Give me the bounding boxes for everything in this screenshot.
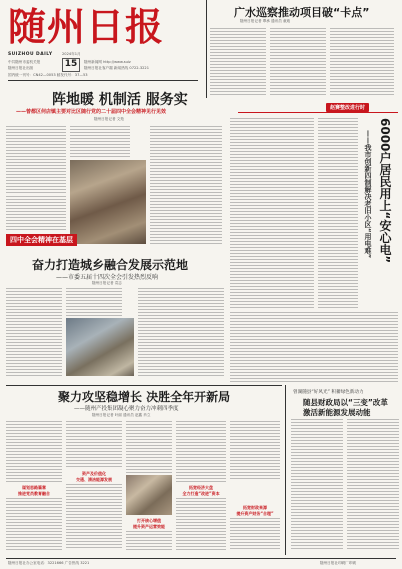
section-subhead: 交通、清洁能源发展 — [76, 477, 112, 482]
body-text — [138, 288, 224, 376]
news-photo — [66, 318, 134, 376]
lead-article — [0, 84, 228, 274]
page-footer — [0, 558, 402, 569]
section-subhead: 提升资产财务“合理” — [236, 511, 274, 516]
second-headline: 奋力打造城乡融合发展示范地 — [32, 258, 189, 272]
section-subhead: 推进党员教育融合 — [18, 491, 50, 496]
body-text — [270, 28, 326, 96]
body-text — [126, 531, 172, 550]
section-subhead: 谋划思路篇章 — [22, 485, 46, 490]
logo-pinyin: SUIZHOU DAILY — [8, 52, 53, 57]
body-text — [6, 126, 66, 194]
lead-byline: 随州日报记者 文苑 — [94, 117, 124, 121]
footer-rule — [6, 558, 396, 559]
column-tag-rule — [238, 112, 398, 113]
body-text — [6, 498, 62, 550]
body-text — [318, 118, 358, 308]
section-subhead: 提升资产运营效能 — [133, 524, 165, 529]
section-subhead: 拓宽财政来源 — [243, 505, 267, 510]
body-text — [330, 28, 394, 96]
vertical-headline: 6000户居民用上“安心电” — [378, 118, 392, 264]
bottom-right-headline-2: 激活新能源发展动能 — [303, 408, 371, 417]
top-right-headline: 广水巡察推动项目破“卡点” — [234, 6, 370, 19]
date-line: 2024年1月 — [62, 52, 81, 56]
masthead-rule — [8, 80, 198, 81]
body-text — [291, 419, 343, 551]
news-photo — [126, 475, 172, 515]
third-top-rule — [6, 385, 282, 386]
third-article — [0, 385, 285, 555]
top-right-article — [200, 0, 402, 100]
third-byline: 随州日报记者 叶丽 通讯员 赵鑫 肖立 — [92, 413, 151, 417]
body-text — [6, 421, 62, 483]
bottom-right-headline-1: 随县财政局以“三变”改革 — [303, 398, 388, 407]
bottom-right-rule — [285, 385, 286, 555]
lead-headline: 阵地暖 机制活 服务实 — [52, 92, 188, 108]
body-text — [150, 126, 222, 244]
second-byline: 随州日报记者 袁志 — [92, 281, 122, 285]
extra-info-line: 随州日报社客户端 新闻热线 0722-3221 — [84, 66, 149, 70]
body-text — [176, 498, 226, 550]
body-text — [70, 126, 130, 158]
bottom-right-article — [285, 385, 402, 555]
sponsor-line-2: 随州日报社出版 — [8, 66, 34, 70]
body-text — [230, 421, 280, 481]
date-box — [62, 58, 80, 72]
third-headline: 聚力攻坚稳增长 决胜全年开新局 — [58, 390, 231, 404]
body-text — [230, 312, 398, 382]
body-text — [66, 288, 122, 316]
newspaper-logo: 随州日报 — [8, 4, 165, 49]
date-day: 15 — [64, 59, 78, 69]
third-subtitle: ——随州产投集团凝心聚力奋力冲刺四季度 — [74, 406, 179, 412]
body-text — [126, 421, 172, 473]
section-subhead: 拓宽经济大盘 — [189, 485, 213, 490]
section-subhead: 打开核心增值 — [137, 518, 161, 523]
body-text — [347, 419, 399, 551]
vertical-subheadline: ——我市创新四制解决老旧小区“用电难” — [364, 130, 372, 259]
body-text — [6, 196, 66, 230]
body-text — [230, 518, 280, 550]
footer-left-text: 随州日报社办公室电话：3221666 广告热线 3221 — [8, 561, 90, 565]
lead-subtitle: ——曾都区何店镇主要对比区随行党的二十届四中全会精神见行见效 — [16, 109, 167, 115]
right-column-article — [228, 100, 402, 385]
website-line: 随州新闻网 http://www.suiz — [84, 60, 131, 64]
column-tag: 赵赛整改进行时 — [326, 103, 369, 112]
bottom-right-kicker: 曾湖随县“好风光” 积蓄绿色新动力 — [293, 390, 364, 395]
footer-right-text: 随州日报社印刷厂印刷 — [320, 561, 356, 565]
second-subtitle: ——市委五届十四次全会引发热烈反响 — [56, 274, 159, 281]
section-subhead: 全力打造“改进”资本 — [182, 491, 220, 496]
body-text — [66, 484, 122, 550]
section-subhead: 资产及价值化 — [82, 471, 106, 476]
body-text — [230, 118, 314, 308]
sponsor-line-1: 中共随州市委机关报 — [8, 60, 41, 64]
issn-line: 国内统一刊号：CN42—0053 邮发代号：37—53 — [8, 73, 88, 77]
top-right-byline: 随州日报记者 覃承 通讯员 童迪 — [240, 19, 291, 23]
body-text — [176, 421, 226, 483]
section-tag: 四中全会精神在基层 — [6, 234, 77, 246]
masthead — [0, 0, 200, 82]
body-text — [6, 288, 62, 376]
body-text — [66, 421, 122, 469]
news-photo — [70, 160, 146, 244]
second-article — [0, 250, 228, 390]
